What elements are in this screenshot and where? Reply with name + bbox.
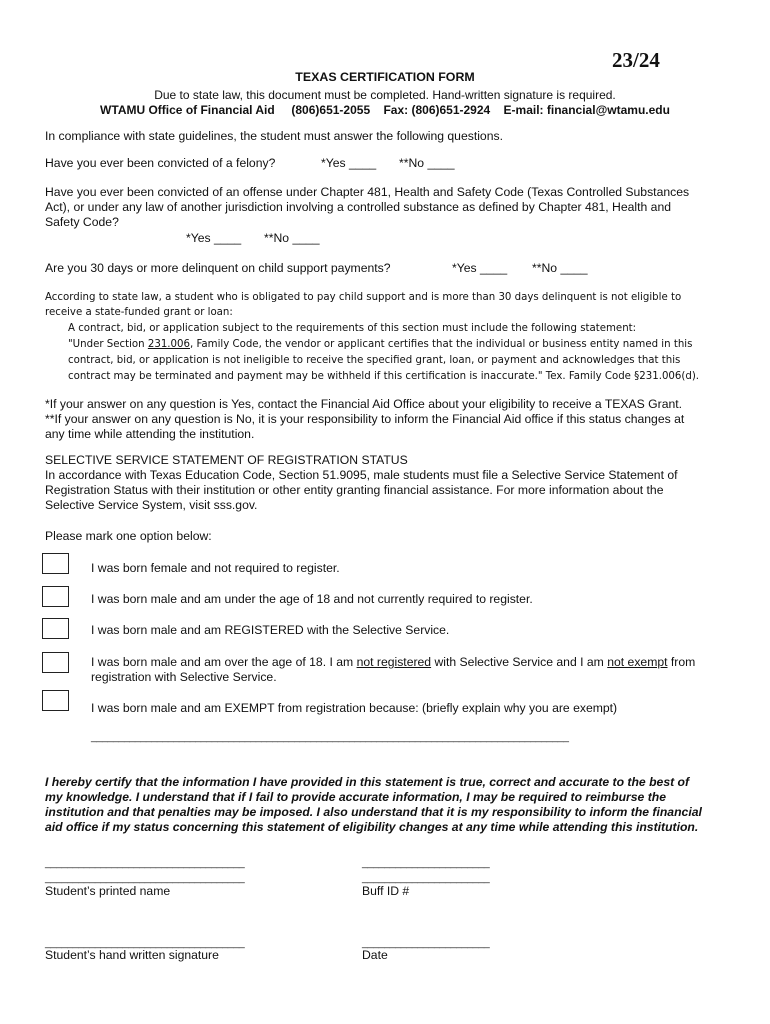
- question-child-support: Are you 30 days or more delinquent on child support payments?: [45, 261, 391, 275]
- option-not-registered-checkbox[interactable]: [42, 652, 69, 673]
- date-label: Date: [362, 948, 388, 962]
- printed-name-label: Student’s printed name: [45, 884, 171, 898]
- office-fax: Fax: (806)651-2924: [383, 103, 491, 117]
- buff-id-blank-1[interactable]: _______________________: [362, 857, 490, 869]
- option-under-18-checkbox[interactable]: [42, 586, 69, 607]
- intro-text: In compliance with state guidelines, the student must answer the following questions.: [45, 129, 503, 143]
- question-child-support-yes[interactable]: *Yes ____: [452, 261, 508, 275]
- not-registered-emphasis: not registered: [356, 655, 432, 669]
- option-exempt-checkbox[interactable]: [42, 690, 69, 711]
- child-support-note-line2: receive a state-funded grant or loan:: [45, 307, 233, 318]
- no-answer-note-line1: **If your answer on any question is No, it is your responsibility to inform the Financial Aid office if this status changes at: [45, 412, 685, 426]
- selective-service-line2: Registration Status with their institution or other entity granting financial assistance. For more information about the: [45, 483, 664, 497]
- date-blank[interactable]: _______________________: [362, 937, 490, 949]
- option-female-label: I was born female and not required to register.: [91, 561, 340, 575]
- form-notice: Due to state law, this document must be completed. Hand-written signature is required.: [154, 88, 616, 102]
- question-felony-no[interactable]: **No ____: [399, 156, 455, 170]
- no-answer-note-line2: any time while attending the institution.: [45, 427, 255, 441]
- exempt-reason-blank[interactable]: _______________________________________________________________________________________: [91, 731, 569, 743]
- family-code-section: 231.006: [147, 339, 190, 350]
- certification-line2: my knowledge. I understand that if I fail to provide accurate information, I may be required to reimburse the: [45, 790, 667, 804]
- certification-line4: aid office if my status concerning this statement of eligibility changes at any time while attending this institution.: [45, 820, 699, 834]
- child-support-note-line1: According to state law, a student who is obligated to pay child support and is more than 30 days delinquent is not eligible to: [45, 292, 682, 303]
- office-name: WTAMU Office of Financial Aid: [100, 103, 275, 117]
- office-contact-line: [0, 103, 770, 117]
- question-felony-yes[interactable]: *Yes ____: [321, 156, 377, 170]
- printed-name-blank-2[interactable]: ____________________________________: [45, 872, 245, 884]
- office-phone: (806)651-2055: [291, 103, 371, 117]
- question-controlled-substance-no[interactable]: **No ____: [264, 231, 320, 245]
- not-exempt-emphasis: not exempt: [607, 655, 668, 669]
- question-controlled-substance-line1: Have you ever been convicted of an offense under Chapter 481, Health and Safety Code (Texas Controlled Substances: [45, 185, 690, 199]
- question-child-support-no[interactable]: **No ____: [532, 261, 588, 275]
- selective-service-line1: In accordance with Texas Education Code, Section 51.9095, male students must file a Selective Service Statement of: [45, 468, 678, 482]
- child-support-note-line5: contract, bid, or application is not ineligible to receive the specified grant, loan, or payment and acknowledges that this: [68, 355, 681, 366]
- printed-name-blank-1[interactable]: ____________________________________: [45, 857, 245, 869]
- option-not-registered-label-line1: [91, 655, 695, 669]
- academic-year: 23/24: [612, 48, 660, 72]
- selective-service-prompt: Please mark one option below:: [45, 529, 212, 543]
- certification-line3: institution and that penalties may be imposed. I also understand that it is my responsibility to inform the financial: [45, 805, 702, 819]
- option-not-registered-text-a: I was born male and am over the age of 18. I am: [91, 655, 357, 669]
- question-felony: Have you ever been convicted of a felony?: [45, 156, 276, 170]
- form-title: TEXAS CERTIFICATION FORM: [295, 70, 475, 84]
- question-controlled-substance-yes[interactable]: *Yes ____: [186, 231, 242, 245]
- yes-answer-note: *If your answer on any question is Yes, contact the Financial Aid Office about your eligibility to receive a TEXAS Grant.: [45, 397, 683, 411]
- question-controlled-substance-line3: Safety Code?: [45, 215, 119, 229]
- option-not-registered-text-b: with Selective Service and I am: [431, 655, 608, 669]
- buff-id-label: Buff ID #: [362, 884, 410, 898]
- option-female-checkbox[interactable]: [42, 553, 69, 574]
- selective-service-line3: Selective Service System, visit sss.gov.: [45, 498, 258, 512]
- signature-label: Student’s hand written signature: [45, 948, 219, 962]
- option-not-registered-label-line2: registration with Selective Service.: [91, 670, 277, 684]
- statement-quote-start: "Under Section: [68, 339, 148, 350]
- child-support-note-line3: A contract, bid, or application subject to the requirements of this section must include the following statement:: [68, 323, 637, 334]
- option-under-18-label: I was born male and am under the age of 18 and not currently required to register.: [91, 592, 533, 606]
- option-exempt-label: I was born male and am EXEMPT from registration because: (briefly explain why you are exempt): [91, 701, 618, 715]
- question-controlled-substance-line2: Act), or under any law of another jurisdiction involving a controlled substance as defined by Chapter 481, Health and: [45, 200, 671, 214]
- child-support-note-line6: contract may be terminated and payment may be withheld if this certification is inaccurate." Tex. Family Code §231.006(d).: [68, 371, 700, 382]
- statement-quote-rest: , Family Code, the vendor or applicant certifies that the individual or business entity named in this: [190, 339, 693, 350]
- option-registered-checkbox[interactable]: [42, 618, 69, 639]
- selective-service-heading: SELECTIVE SERVICE STATEMENT OF REGISTRATION STATUS: [45, 453, 408, 467]
- certification-statement: [45, 775, 735, 835]
- office-email: E-mail: financial@wtamu.edu: [503, 103, 670, 117]
- buff-id-blank-2[interactable]: _______________________: [362, 872, 490, 884]
- signature-blank[interactable]: ____________________________________: [45, 937, 245, 949]
- option-not-registered-text-c: from: [667, 655, 696, 669]
- option-registered-label: I was born male and am REGISTERED with the Selective Service.: [91, 623, 450, 637]
- certification-line1: I hereby certify that the information I have provided in this statement is true, correct and accurate to the best of: [45, 775, 690, 789]
- child-support-note-line4: [68, 339, 692, 350]
